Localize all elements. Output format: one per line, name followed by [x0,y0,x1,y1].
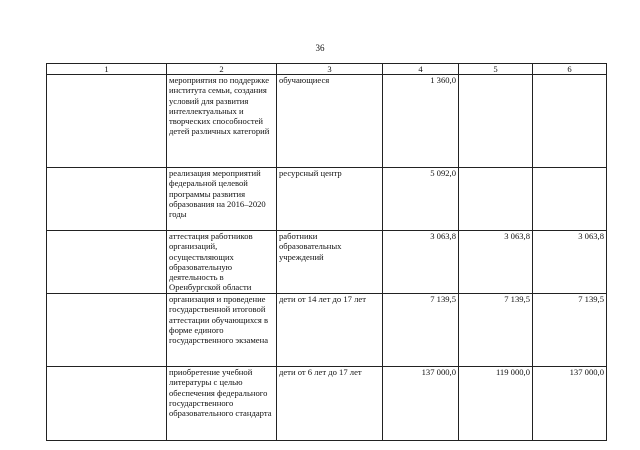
value-cell-6: 3 063,8 [533,231,607,294]
value-cell-4: 3 063,8 [383,231,459,294]
table-row [47,367,607,441]
table-cell-empty [47,367,167,441]
value-cell-4: 5 092,0 [383,168,459,231]
value-cell-6: 137 000,0 [533,367,607,441]
value-cell-4: 137 000,0 [383,367,459,441]
table-row [47,75,607,168]
table-row [47,294,607,367]
recipient-cell: работники образовательных учреждений [277,231,383,294]
value-cell-5: 7 139,5 [459,294,533,367]
column-header-2: 2 [167,64,277,75]
activity-cell: мероприятия по поддержке института семьи, создания условий для развития интеллектуальных и творческих способностей детей различных категорий [167,75,277,168]
table-cell-empty [47,75,167,168]
value-cell-6: 7 139,5 [533,294,607,367]
value-cell-4: 7 139,5 [383,294,459,367]
recipient-cell: обучающиеся [277,75,383,168]
table-row [47,231,607,294]
value-cell-6 [533,75,607,168]
activity-cell: реализация мероприятий федеральной целевой программы развития образования на 2016–2020 годы [167,168,277,231]
value-cell-5 [459,75,533,168]
column-header-5: 5 [459,64,533,75]
value-cell-5: 119 000,0 [459,367,533,441]
budget-table [46,63,607,441]
value-cell-6 [533,168,607,231]
activity-cell: организация и проведение государственной итоговой аттестации обучающихся в форме единого государственного экзамена [167,294,277,367]
activity-cell: приобретение учебной литературы с целью обеспечения федерального государственного образовательного стандарта [167,367,277,441]
value-cell-5: 3 063,8 [459,231,533,294]
table-row [47,168,607,231]
column-header-3: 3 [277,64,383,75]
table-cell-empty [47,294,167,367]
value-cell-5 [459,168,533,231]
column-header-4: 4 [383,64,459,75]
value-cell-4: 1 360,0 [383,75,459,168]
recipient-cell: ресурсный центр [277,168,383,231]
column-header-1: 1 [47,64,167,75]
recipient-cell: дети от 6 лет до 17 лет [277,367,383,441]
table-cell-empty [47,231,167,294]
column-header-6: 6 [533,64,607,75]
page-number: 36 [315,43,325,53]
activity-cell: аттестация работников организаций, осуществляющих образовательную деятельность в Оренбургской области [167,231,277,294]
recipient-cell: дети от 14 лет до 17 лет [277,294,383,367]
header-row [47,64,607,75]
table-cell-empty [47,168,167,231]
